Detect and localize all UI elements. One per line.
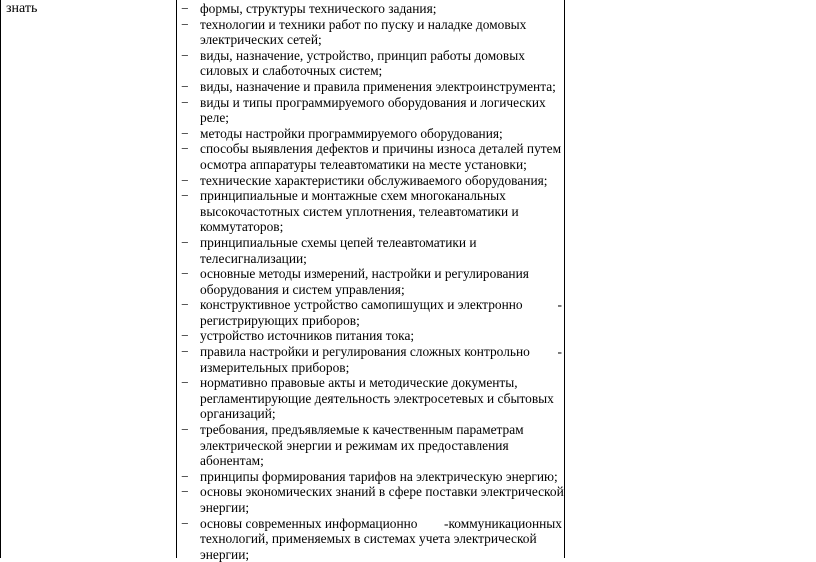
- list-item-line: технологий, применяемых в системах учета электрической: [200, 531, 537, 547]
- list-item-text: [200, 188, 562, 235]
- knowledge-list: [179, 1, 562, 562]
- list-item: [179, 297, 562, 328]
- dash-bullet: −: [181, 344, 189, 360]
- list-item-line: основы экономических знаний в сфере поставки электрической: [200, 484, 564, 500]
- list-item-line: энергии;: [200, 500, 250, 515]
- list-item: [179, 344, 562, 375]
- list-item: [179, 516, 562, 562]
- row-label: знать: [6, 1, 38, 16]
- list-item: [179, 126, 562, 142]
- list-item-line-suffix: -коммуникационных: [444, 515, 562, 531]
- list-item: [179, 173, 562, 189]
- list-item-line-part: конструктивное устройство самопишущих и электронно: [200, 297, 523, 313]
- list-item-line: [200, 516, 562, 532]
- list-item-line: энергии;: [200, 546, 250, 562]
- list-item-line: реле;: [200, 110, 229, 126]
- list-item: [179, 375, 562, 422]
- list-item-line: [200, 297, 562, 313]
- dash-bullet: −: [181, 234, 189, 250]
- list-item-line: принципиальные и монтажные схем многоканальных: [200, 188, 506, 204]
- dash-bullet: −: [181, 328, 189, 344]
- list-item-line: организаций;: [200, 406, 276, 422]
- list-item: [179, 17, 562, 48]
- list-item-line: регламентирующие деятельность электросетевых и сбытовых: [200, 390, 554, 406]
- list-item-line: [200, 344, 562, 360]
- dash-bullet: −: [181, 1, 189, 16]
- list-item-text: [200, 469, 562, 485]
- list-item-text: [200, 422, 562, 469]
- list-item-text: [200, 375, 562, 422]
- dash-bullet: −: [181, 188, 189, 204]
- list-item-line: электрической энергии и режимам их предоставления: [200, 437, 509, 453]
- dash-bullet: −: [181, 484, 189, 500]
- list-item-text: [200, 328, 562, 344]
- dash-bullet: −: [181, 172, 189, 188]
- list-item: [179, 422, 562, 469]
- list-item-text: [200, 173, 562, 189]
- list-item-text: [200, 79, 562, 95]
- list-item-text: [200, 266, 562, 297]
- list-item-line: технологии и техники работ по пуску и наладке домовых: [200, 16, 527, 32]
- list-item-line: регистрирующих приборов;: [200, 312, 360, 328]
- list-item-line: нормативно правовые акты и методические документы,: [200, 375, 518, 391]
- list-item-line: осмотра аппаратуры телеавтоматики на месте установки;: [200, 156, 527, 172]
- list-item-line: принципиальные схемы цепей телеавтоматики и: [200, 234, 477, 250]
- list-item-text: [200, 1, 562, 17]
- list-item-text: [200, 95, 562, 126]
- dash-bullet: −: [181, 94, 189, 110]
- dash-bullet: −: [181, 422, 189, 438]
- list-item-text: [200, 126, 562, 142]
- dash-bullet: −: [181, 16, 189, 32]
- list-item-line: силовых и слаботочных систем;: [200, 63, 383, 79]
- list-item-line: виды и типы программируемого оборудования и логических: [200, 94, 546, 110]
- list-item-line: основные методы измерений, настройки и регулирования: [200, 266, 529, 282]
- list-item-line: формы, структуры технического задания;: [200, 1, 437, 16]
- dash-bullet: −: [181, 375, 189, 391]
- list-item-line-part: правила настройки и регулирования сложных контрольно: [200, 344, 530, 360]
- list-item-line: электрических сетей;: [200, 32, 322, 48]
- list-item-line: требования, предъявляемые к качественным параметрам: [200, 422, 524, 438]
- list-item: [179, 266, 562, 297]
- list-item-text: [200, 235, 562, 266]
- list-item-line: виды, назначение и правила применения электроинструмента;: [200, 78, 556, 94]
- list-item-line-part: основы современных информационно: [200, 515, 418, 531]
- list-item-line: высокочастотных систем уплотнения, телеавтоматики и: [200, 203, 519, 219]
- list-item-text: [200, 48, 562, 79]
- column-divider: [176, 0, 177, 558]
- list-item-text: [200, 344, 562, 375]
- list-item-text: [200, 141, 562, 172]
- list-item: [179, 188, 562, 235]
- list-item-text: [200, 17, 562, 48]
- list-item-line: способы выявления дефектов и причины износа деталей путем: [200, 141, 562, 157]
- list-item: [179, 328, 562, 344]
- list-item: [179, 235, 562, 266]
- list-item-line: методы настройки программируемого оборудования;: [200, 125, 503, 141]
- dash-bullet: −: [181, 78, 189, 94]
- list-item-text: [200, 297, 562, 328]
- list-item-line: виды, назначение, устройство, принцип работы домовых: [200, 47, 525, 63]
- list-item: [179, 1, 562, 17]
- list-item-line: принципы формирования тарифов на электрическую энергию;: [200, 468, 558, 484]
- list-item: [179, 141, 562, 172]
- list-item-line: абонентам;: [200, 453, 264, 469]
- list-item: [179, 484, 562, 515]
- list-item: [179, 95, 562, 126]
- list-item-line: коммутаторов;: [200, 219, 284, 235]
- list-item-text: [200, 484, 564, 515]
- list-item-line: оборудования и систем управления;: [200, 281, 405, 297]
- list-item-line-suffix: -: [557, 344, 562, 360]
- dash-bullet: −: [181, 297, 189, 313]
- list-item-line: технические характеристики обслуживаемого оборудования;: [200, 172, 548, 188]
- list-item-text: [200, 516, 562, 562]
- list-item-line-suffix: -: [557, 297, 562, 313]
- list-item: [179, 48, 562, 79]
- dash-bullet: −: [181, 468, 189, 484]
- dash-bullet: −: [181, 141, 189, 157]
- dash-bullet: −: [181, 266, 189, 282]
- list-item-line: устройство источников питания тока;: [200, 328, 415, 344]
- list-item: [179, 79, 562, 95]
- dash-bullet: −: [181, 125, 189, 141]
- list-item-line: измерительных приборов;: [200, 359, 350, 375]
- list-item-line: телесигнализации;: [200, 250, 307, 266]
- list-item: [179, 469, 562, 485]
- dash-bullet: −: [181, 47, 189, 63]
- dash-bullet: −: [181, 515, 189, 531]
